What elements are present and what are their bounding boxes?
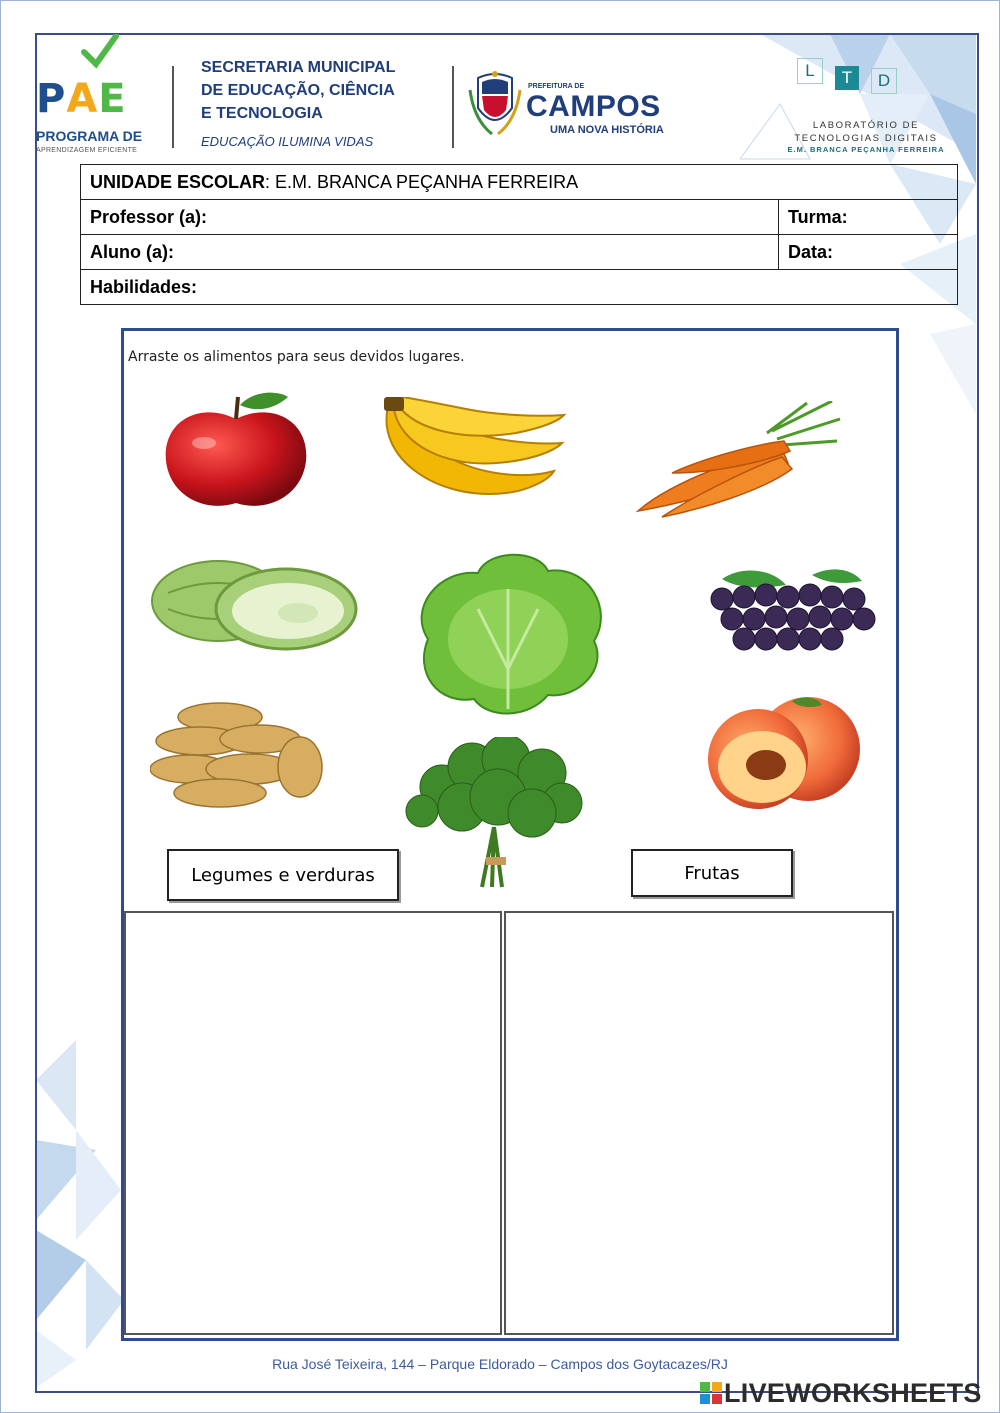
secretaria-title xyxy=(201,56,395,125)
carrot-icon[interactable] xyxy=(632,401,842,519)
footer-address: Rua José Teixeira, 144 – Parque Eldorado – Campos dos Goytacazes/RJ xyxy=(272,1356,728,1372)
school-label: UNIDADE ESCOLAR xyxy=(90,171,266,192)
grapes-icon[interactable] xyxy=(702,565,882,661)
pae-program-text: PROGRAMA DE xyxy=(36,128,143,144)
pae-letters xyxy=(36,76,127,122)
prefeitura-label: PREFEITURA DE xyxy=(528,83,585,90)
ltd-logo xyxy=(761,54,971,159)
ltd-letter-l: L xyxy=(797,58,823,84)
secretaria-line-3: E TECNOLOGIA xyxy=(201,105,323,122)
category-vegetables-label: Legumes e verduras xyxy=(167,849,399,901)
date-field[interactable]: Data: xyxy=(779,235,958,270)
school-value: : E.M. BRANCA PEÇANHA FERREIRA xyxy=(265,171,579,192)
activity-panel xyxy=(121,328,899,1341)
student-info-table xyxy=(80,164,958,305)
category-fruits-label: Frutas xyxy=(631,849,793,897)
header xyxy=(36,34,974,159)
vegetables-drop-zone[interactable] xyxy=(124,911,502,1335)
activity-instruction: Arraste os alimentos para seus devidos lugares. xyxy=(128,349,465,365)
teacher-field[interactable]: Professor (a): xyxy=(81,200,779,235)
liveworksheets-text: LIVEWORKSHEETS xyxy=(724,1378,982,1408)
checkmark-icon xyxy=(80,34,120,70)
pae-logo xyxy=(36,34,144,158)
pae-letter-p: P xyxy=(36,76,67,122)
secretaria-line-2: DE EDUCAÇÃO, CIÊNCIA xyxy=(201,82,395,99)
campos-logo xyxy=(468,70,708,140)
pae-program-subtext: APRENDIZAGEM EFICIENTE xyxy=(36,147,138,154)
liveworksheets-icon xyxy=(700,1382,722,1404)
student-field[interactable]: Aluno (a): xyxy=(81,235,779,270)
peach-icon[interactable] xyxy=(702,697,862,809)
lettuce-icon[interactable] xyxy=(408,549,614,721)
apple-icon[interactable] xyxy=(160,391,314,513)
ltd-letter-t: T xyxy=(835,66,859,90)
parsley-icon[interactable] xyxy=(402,737,588,889)
secretaria-motto: EDUCAÇÃO ILUMINA VIDAS xyxy=(201,134,374,149)
coat-of-arms-icon xyxy=(468,70,522,140)
school-cell xyxy=(81,165,958,200)
header-divider xyxy=(172,66,174,148)
fruits-drop-zone[interactable] xyxy=(504,911,894,1335)
pae-letter-a: A xyxy=(66,76,99,122)
ltd-letter-d: D xyxy=(871,68,897,94)
campos-subtitle: UMA NOVA HISTÓRIA xyxy=(550,124,664,136)
header-divider xyxy=(452,66,454,148)
ltd-line-1: LABORATÓRIO DE xyxy=(812,120,920,131)
skills-field[interactable]: Habilidades: xyxy=(81,270,958,305)
pae-letter-e: E xyxy=(98,76,127,122)
banana-icon[interactable] xyxy=(376,397,568,509)
secretaria-line-1: SECRETARIA MUNICIPAL xyxy=(201,59,396,76)
ltd-line-2: TECNOLOGIAS DIGITAIS xyxy=(794,133,938,144)
campos-name: CAMPOS xyxy=(526,90,661,123)
ltd-line-3: E.M. BRANCA PEÇANHA FERREIRA xyxy=(787,145,945,154)
chayote-icon[interactable] xyxy=(148,553,358,653)
class-field[interactable]: Turma: xyxy=(779,200,958,235)
liveworksheets-logo[interactable] xyxy=(700,1378,982,1409)
potato-icon[interactable] xyxy=(150,697,332,811)
